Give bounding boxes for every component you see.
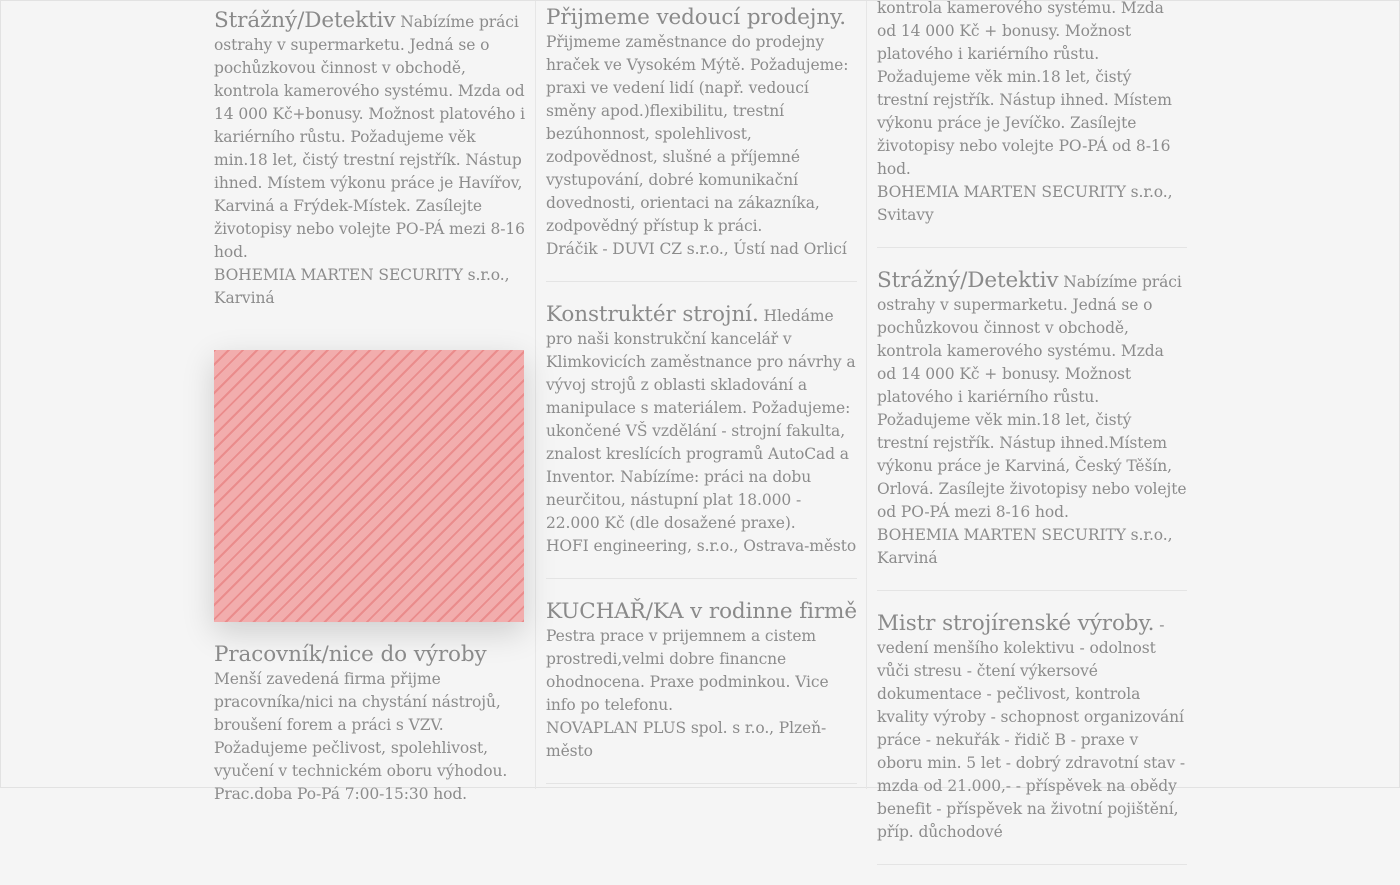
column-divider — [535, 1, 536, 789]
job-ad[interactable] — [877, 268, 1187, 591]
advertisement-image-placeholder[interactable] — [214, 350, 524, 622]
job-ad-title[interactable]: Pracovník/nice do výroby — [214, 642, 487, 667]
job-ad-title[interactable]: Přijmeme vedoucí prodejny. — [546, 5, 847, 30]
column-divider — [866, 1, 867, 789]
job-ad[interactable] — [546, 599, 857, 784]
listing-column-3 — [877, 0, 1187, 885]
job-ad-body: Pestra prace v prijemnem a cistem prostredi,velmi dobre financne ohodnocena. Praxe podminkou. Vice info po telefonu. — [546, 627, 829, 714]
job-ad-text — [877, 0, 1187, 227]
job-ad-body: Menší zavedená firma přijme pracovníka/nici na chystání nástrojů, broušení forem a práci s VZV. Požadujeme pečlivost, spolehlivost, vyučení v technickém oboru výhodou. Prac.doba Po-Pá 7:00-15:30 hod. — [214, 670, 508, 803]
job-ad-company: NOVAPLAN PLUS spol. s r.o., Plzeň-město — [546, 719, 827, 760]
job-ad-company: BOHEMIA MARTEN SECURITY s.r.o., Karviná — [877, 526, 1173, 567]
job-ad[interactable] — [214, 8, 526, 330]
job-ad-title[interactable]: Mistr strojírenské výroby. — [877, 611, 1155, 636]
job-ad[interactable] — [546, 302, 857, 579]
job-ad-text — [546, 5, 857, 261]
job-ad-body: Hledáme pro naši konstrukční kancelář v Klimkovicích zaměstnance pro návrhy a vývoj strojů z oblasti skladování a manipulace s materiálem. Požadujeme: ukončené VŠ vzdělání - strojní fakulta, znalost kreslících programů AutoCad a Inventor. Nabízíme: práci na dobu neurčitou, nástupní plat 18.000 - 22.000 Kč (dle dosažené praxe). — [546, 307, 856, 532]
job-ad-company: BOHEMIA MARTEN SECURITY s.r.o., Svitavy — [877, 183, 1173, 224]
job-ad-text — [214, 8, 526, 310]
job-ad-body: Nabízíme práci ostrahy v supermarketu. Jedná se o pochůzkovou činnost v obchodě, kontrola kamerového systému. Mzda od 14 000 Kč+bonusy. Možnost platového i kariérního růstu. Požadujeme věk min.18 let, čistý trestní rejstřík. Nástup ihned. Místem výkonu práce je Havířov, Karviná a Frýdek-Místek. Zasílejte životopisy nebo volejte PO-PÁ mezi 8-16 hod. — [214, 13, 526, 261]
job-ad-title[interactable]: Strážný/Detektiv — [877, 268, 1059, 293]
job-ad[interactable] — [877, 0, 1187, 248]
job-ad[interactable] — [214, 642, 526, 826]
listing-column-1 — [214, 8, 526, 846]
job-ad[interactable] — [877, 611, 1187, 865]
job-ad-text — [877, 268, 1187, 570]
job-ad-company: BOHEMIA MARTEN SECURITY s.r.o., Karviná — [214, 266, 510, 307]
job-ad[interactable] — [546, 5, 857, 282]
job-ad-title[interactable]: KUCHAŘ/KA v rodinne firmě — [546, 599, 857, 624]
listing-column-2 — [546, 5, 857, 804]
job-ad-company: Dráčik - DUVI CZ s.r.o., Ústí nad Orlicí — [546, 240, 847, 258]
job-ad-text — [546, 599, 857, 763]
job-ad-title[interactable]: Konstruktér strojní. — [546, 302, 759, 327]
job-ad-body: Nabízíme práci ostrahy v supermarketu. Jedná se o pochůzkovou činnost v obchodě, kontrola kamerového systému. Mzda od 14 000 Kč + bonusy. Možnost platového i kariérního růstu. Požadujeme věk min.18 let, čistý trestní rejstřík. Nástup ihned.Místem výkonu práce je Karviná, Český Těšín, Orlová. Zasílejte životopisy nebo volejte od PO-PÁ mezi 8-16 hod. — [877, 273, 1187, 521]
job-ad-title[interactable]: Strážný/Detektiv — [214, 8, 396, 33]
job-ad-body: Přijmeme zaměstnance do prodejny hraček ve Vysokém Mýtě. Požadujeme: praxi ve vedení lidí (např. vedoucí směny apod.)flexibilitu, trestní bezúhonnost, spolehlivost, zodpovědnost, slušné a příjemné vystupování, dobré komunikační dovednosti, orientaci na zákazníka, zodpovědný přístup k práci. — [546, 33, 849, 235]
job-ad-body: - vedení menšího kolektivu - odolnost vůči stresu - čtení výkersové dokumentace - pečlivost, kontrola kvality výroby - schopnost organizování práce - nekuřák - řidič B - praxe v oboru min. 5 let - dobrý zdravotní stav - mzda od 21.000,- - příspěvek na obědy benefit - příspěvek na životní pojištění, příp. důchodové — [877, 616, 1186, 841]
job-ad-text — [214, 642, 526, 806]
job-ad-text — [546, 302, 857, 558]
job-ad-company: HOFI engineering, s.r.o., Ostrava-město — [546, 537, 857, 555]
job-ad-text — [877, 611, 1187, 844]
job-ad-body: kontrola kamerového systému. Mzda od 14 000 Kč + bonusy. Možnost platového i kariérního růstu. Požadujeme věk min.18 let, čistý trestní rejstřík. Nástup ihned. Místem výkonu práce je Jevíčko. Zasílejte životopisy nebo volejte PO-PÁ od 8-16 hod. — [877, 0, 1172, 178]
